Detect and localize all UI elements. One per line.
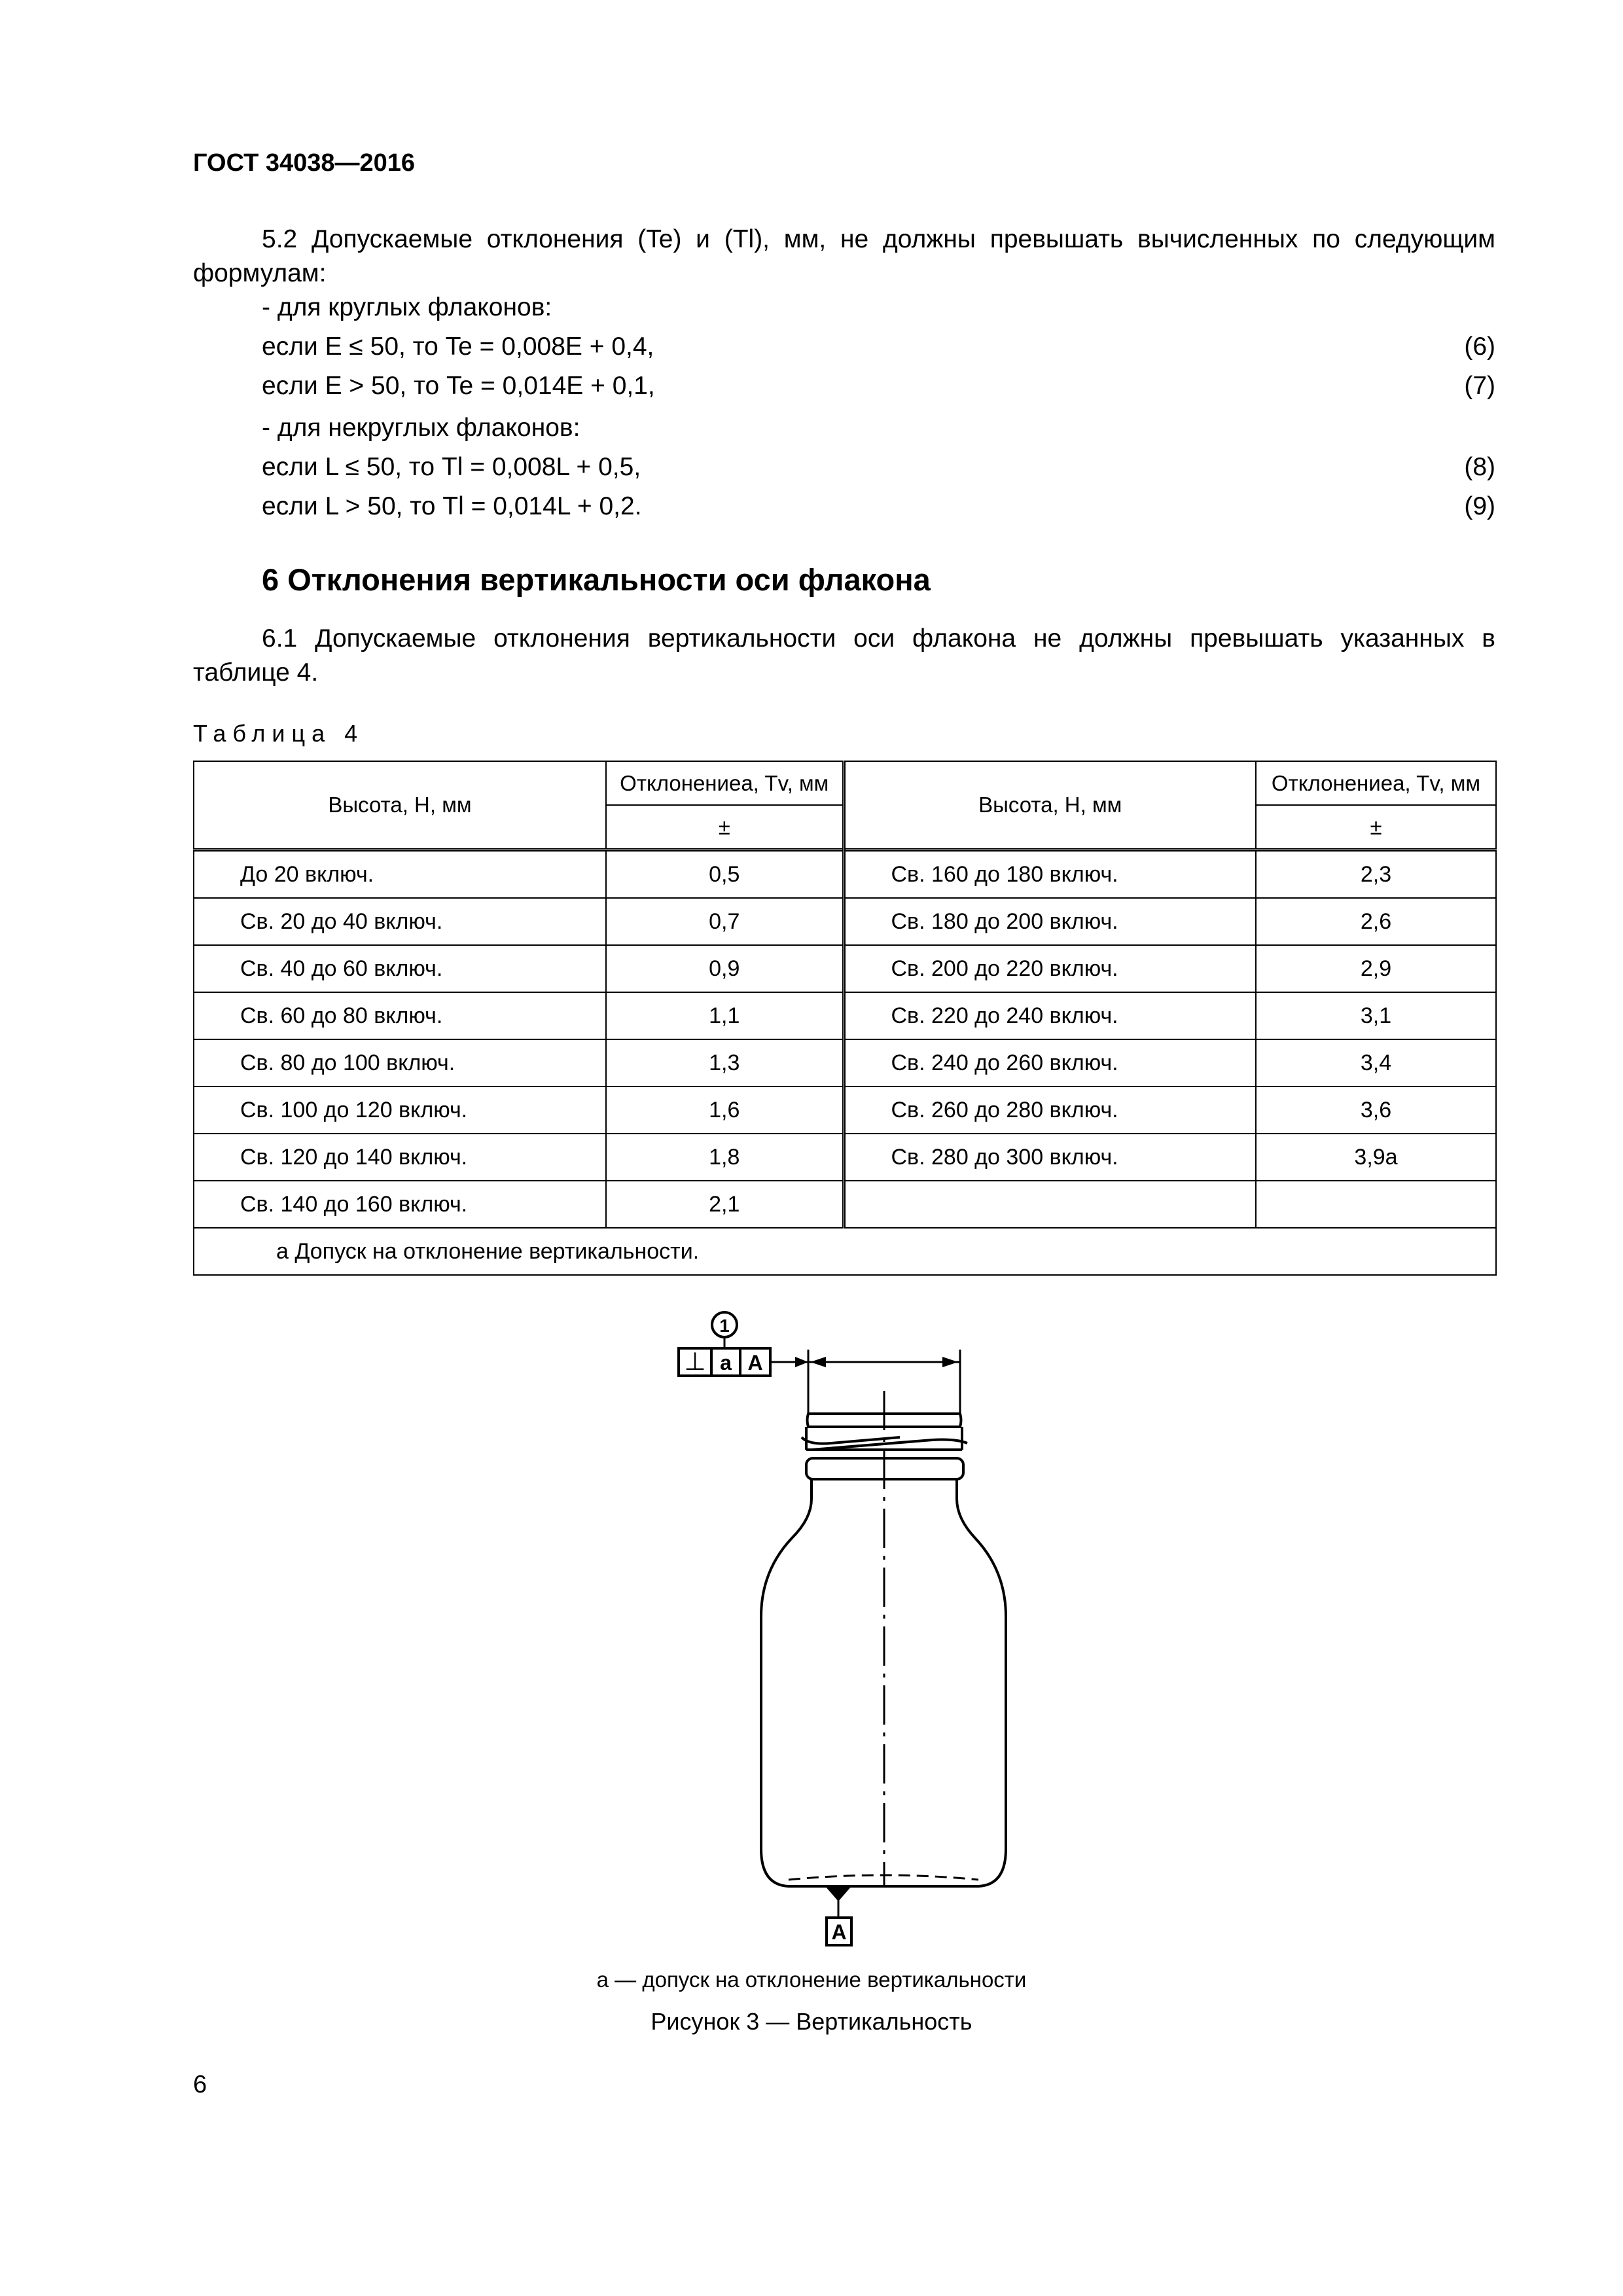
height-cell: Св. 260 до 280 включ. <box>844 1086 1256 1134</box>
height-cell: Св. 40 до 60 включ. <box>194 945 606 992</box>
deviation-cell: 1,1 <box>606 992 844 1039</box>
height-cell: Св. 140 до 160 включ. <box>194 1181 606 1228</box>
header-sign-right: ± <box>1256 805 1496 850</box>
figure-caption: Рисунок 3 — Вертикальность <box>651 2008 972 2035</box>
frame-datum: A <box>747 1351 763 1374</box>
formula-7-number: (7) <box>1464 372 1495 400</box>
nonround-bottles-label: - для некруглых флаконов: <box>262 414 580 442</box>
height-cell: До 20 включ. <box>194 850 606 899</box>
deviation-cell: 1,6 <box>606 1086 844 1134</box>
datum-label: A <box>831 1920 847 1944</box>
deviation-cell: 2,6 <box>1256 898 1496 945</box>
formula-6-text: если E ≤ 50, то Te = 0,008E + 0,4, <box>262 332 654 361</box>
formula-7-text: если E > 50, то Te = 0,014E + 0,1, <box>262 372 655 400</box>
datum-triangle <box>825 1886 851 1901</box>
document-header: ГОСТ 34038—2016 <box>193 149 416 177</box>
paragraph-6-1-line2: таблице 4. <box>193 658 319 687</box>
deviation-cell: 1,8 <box>606 1134 844 1181</box>
height-cell: Св. 160 до 180 включ. <box>844 850 1256 899</box>
deviation-cell: 3,6 <box>1256 1086 1496 1134</box>
height-cell: Св. 180 до 200 включ. <box>844 898 1256 945</box>
arrow-head <box>810 1357 826 1367</box>
arrow-head <box>795 1357 808 1367</box>
header-height-right: Высота, H, мм <box>844 761 1256 850</box>
figure-legend: а — допуск на отклонение вертикальности <box>596 1967 1027 1992</box>
deviation-cell: 3,9a <box>1256 1134 1496 1181</box>
perpendicularity-symbol: ⊥ <box>684 1348 706 1376</box>
frame-tolerance: a <box>720 1351 732 1374</box>
height-cell: Св. 280 до 300 включ. <box>844 1134 1256 1181</box>
height-cell: Св. 120 до 140 включ. <box>194 1134 606 1181</box>
paragraph-6-1-line1: 6.1 Допускаемые отклонения вертикальности оси флакона не должны превышать указанных в <box>262 624 1495 653</box>
header-deviation-right: Отклонениеa, Tv, мм <box>1256 761 1496 805</box>
height-cell: Св. 200 до 220 включ. <box>844 945 1256 992</box>
deviation-cell: 2,3 <box>1256 850 1496 899</box>
arrow-head <box>942 1357 958 1367</box>
height-cell: Св. 20 до 40 включ. <box>194 898 606 945</box>
paragraph-5-2-line2: формулам: <box>193 259 327 287</box>
height-cell: Св. 240 до 260 включ. <box>844 1039 1256 1086</box>
header-deviation-left: Отклонениеa, Tv, мм <box>606 761 844 805</box>
paragraph-5-2-line1: 5.2 Допускаемые отклонения (Te) и (Tl), мм, не должны превышать вычисленных по следующим <box>262 225 1495 253</box>
height-cell: Св. 220 до 240 включ. <box>844 992 1256 1039</box>
header-sign-left: ± <box>606 805 844 850</box>
formula-8-number: (8) <box>1464 453 1495 481</box>
deviation-cell: 3,1 <box>1256 992 1496 1039</box>
height-cell: Св. 100 до 120 включ. <box>194 1086 606 1134</box>
page-number: 6 <box>193 2071 207 2098</box>
table-caption: Таблица 4 <box>193 720 365 747</box>
deviation-cell: 2,1 <box>606 1181 844 1228</box>
formula-9-number: (9) <box>1464 492 1495 520</box>
height-cell: Св. 60 до 80 включ. <box>194 992 606 1039</box>
formula-9-text: если L > 50, то Tl = 0,014L + 0,2. <box>262 492 642 520</box>
height-cell: Св. 80 до 100 включ. <box>194 1039 606 1086</box>
round-bottles-label: - для круглых флаконов: <box>262 293 552 321</box>
formula-6-number: (6) <box>1464 332 1495 361</box>
deviation-cell: 0,5 <box>606 850 844 899</box>
deviation-cell: 2,9 <box>1256 945 1496 992</box>
table-footnote: a Допуск на отклонение вертикальности. <box>194 1228 1496 1275</box>
callout-number: 1 <box>719 1316 730 1336</box>
header-height-left: Высота, H, мм <box>194 761 606 850</box>
deviation-cell: 3,4 <box>1256 1039 1496 1086</box>
deviation-cell: 0,7 <box>606 898 844 945</box>
deviation-cell: 0,9 <box>606 945 844 992</box>
formula-8-text: если L ≤ 50, то Tl = 0,008L + 0,5, <box>262 453 641 481</box>
section-6-title: 6 Отклонения вертикальности оси флакона <box>262 562 931 597</box>
deviation-cell: 1,3 <box>606 1039 844 1086</box>
